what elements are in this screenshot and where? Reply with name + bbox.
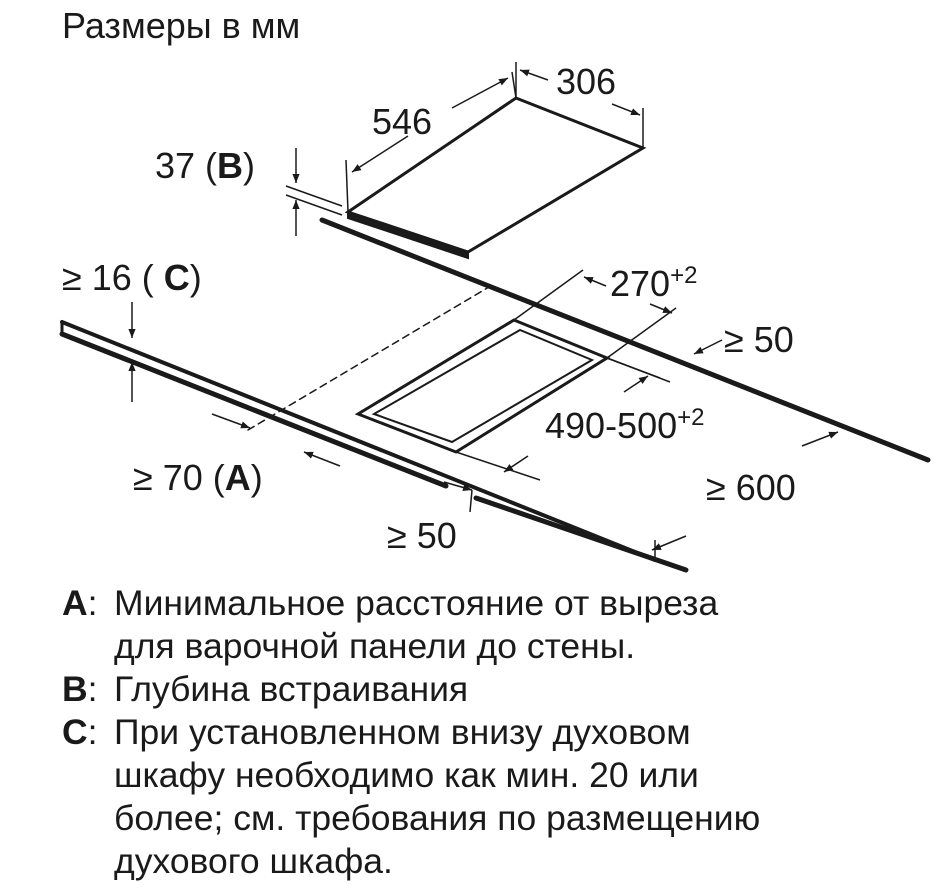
legend-item-b: B: Глубина встраивания xyxy=(62,668,922,711)
legend-text-c-line4: духового шкафа. xyxy=(114,841,393,881)
label-height-37b: 37 (B) xyxy=(155,145,256,186)
legend-key-a: A xyxy=(62,583,88,623)
legend-text-b-line1: Глубина встраивания xyxy=(114,669,469,709)
hidden-edge xyxy=(248,284,494,430)
legend-item-a: A: Минимальное расстояние от выреза для варочной панели до стены. xyxy=(62,582,922,668)
legend-text-a-line1: Минимальное расстояние от выреза xyxy=(114,583,719,623)
label-wall-70a: ≥ 70 (A) xyxy=(133,457,263,498)
label-width-306: 306 xyxy=(556,61,617,102)
legend-key-b: B xyxy=(62,669,88,709)
label-thickness-16c: ≥ 16 ( C) xyxy=(62,257,202,298)
legend-key-c: C xyxy=(62,712,88,752)
label-cutout-width-270: $270^{+2}$ xyxy=(610,262,698,304)
label-clearance-back-50: ≥ 50 xyxy=(724,319,794,360)
label-countertop-600: ≥ 600 xyxy=(706,467,796,508)
label-depth-546: 546 xyxy=(372,101,433,142)
diagram-title: Размеры в мм xyxy=(62,5,301,46)
label-cutout-depth-490: $490-500^{+2}$ xyxy=(545,404,705,446)
legend-text-c-line3: более; см. требования по размещению xyxy=(114,798,761,838)
legend-text-a-line2: для варочной панели до стены. xyxy=(114,626,636,666)
legend-text-c-line2: шкафу необходимо как мин. 20 или xyxy=(114,755,699,795)
legend-item-c: C: При установленном внизу духовом шкафу необходимо как мин. 20 или более; см. требования по размещению духового шкафа. xyxy=(62,711,922,883)
legend-text-c-line1: При установленном внизу духовом xyxy=(114,712,691,752)
legend xyxy=(62,582,922,883)
label-clearance-front-50: ≥ 50 xyxy=(387,515,457,556)
